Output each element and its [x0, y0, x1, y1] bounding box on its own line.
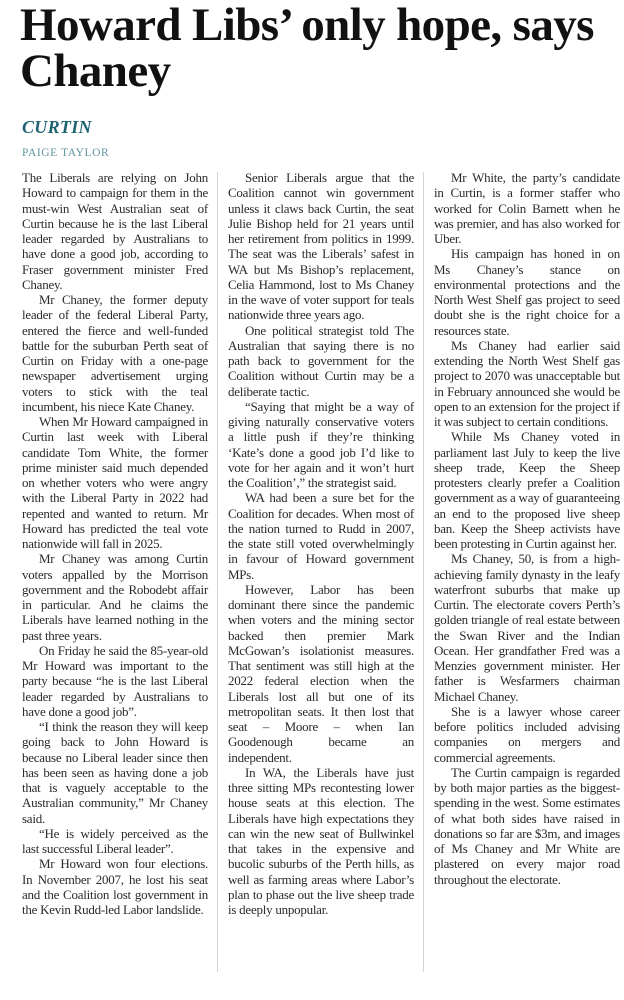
paragraph: The Curtin campaign is regarded by both major parties as the biggest-spending in the west. Some estimates of what both sides have raised in donations so far are $3m, and images of Ms Chaney and Mr White are plastered on every major road throughout the electorate.: [434, 764, 620, 887]
paragraph: She is a lawyer whose career before politics included advising companies on mergers and commercial agreements.: [434, 703, 620, 765]
paragraph: His campaign has honed in on Ms Chaney’s stance on environmental protections and the North West Shelf gas project to seed doubt she is the right choice for a resources state.: [434, 246, 620, 338]
paragraph: In WA, the Liberals have just three sitting MPs recontesting lower house seats at this election. The Liberals have high expectations they can win the new seat of Bullwinkel that takes in the expensive and bucolic suburbs of the Perth hills, as well as farming areas where Labor’s plan to phase out the live sheep trade is deeply unpopular.: [228, 764, 414, 917]
paragraph: “I think the reason they will keep going back to John Howard is because no Liberal leader since then has been seen as having done a job that is vaguely acceptable to the Australian community,” Mr Chaney said.: [22, 719, 208, 826]
paragraph: On Friday he said the 85-year-old Mr Howard was important to the party because “he is the last Liberal leader regarded by Australians to have done a good job”.: [22, 642, 208, 719]
paragraph: Ms Chaney, 50, is from a high-achieving family dynasty in the leafy waterfront suburbs that make up Curtin. The electorate covers Perth’s golden triangle of real estate between the Swan River and the Indian Ocean. Her grandfather Fred was a Menzies government minister. Her father is Wesfarmers chairman Michael Chaney.: [434, 551, 620, 704]
article-column-3: [434, 170, 620, 887]
paragraph: One political strategist told The Australian that saying there is no path back to government for the Coalition without Curtin may be a deliberate tactic.: [228, 322, 414, 399]
paragraph: Senior Liberals argue that the Coalition cannot win government unless it claws back Curtin, the seat Julie Bishop held for 21 years until her retirement from politics in 1999. The seat was the Liberals’ safest in WA but Ms Bishop’s replacement, Celia Hammond, lost to Ms Chaney in the wave of voter support for teals nationwide three years ago.: [228, 170, 414, 323]
article-column-1: [22, 170, 208, 917]
paragraph: Mr White, the party’s candidate in Curtin, is a former staffer who worked for Colin Barnett when he was premier, and has also worked for Uber.: [434, 170, 620, 246]
paragraph: When Mr Howard campaigned in Curtin last week with Liberal candidate Tom White, the former prime minister said much depended on whether voters who were angry with the Liberal Party in 2022 had repented and wanted to return. Mr Howard has predicted the teal vote nationwide will fall in 2025.: [22, 414, 208, 551]
paragraph: However, Labor has been dominant there since the pandemic when voters and the mining sector backed then premier Mark McGowan’s isolationist measures. That sentiment was still high at the 2022 federal election when the Liberals lost all but one of its metropolitan seats. It then lost that seat – Moore – when Ian Goodenough became an independent.: [228, 581, 414, 765]
paragraph: While Ms Chaney voted in parliament last July to keep the live sheep trade, Keep the Sheep protesters clearly prefer a Coalition government as a way of guaranteeing an end to the proposed live sheep ban. Keep the Sheep activists have been protesting in Curtin against her.: [434, 429, 620, 551]
article-column-2: [228, 170, 414, 917]
paragraph: WA had been a sure bet for the Coalition for decades. When most of the nation turned to Rudd in 2007, the state still voted overwhelmingly in favour of Howard government MPs.: [228, 490, 414, 582]
paragraph: Mr Chaney, the former deputy leader of the federal Liberal Party, entered the fierce and well-funded battle for the suburban Perth seat of Curtin on Friday with a one-page newspaper advertisement urging voters to stick with the teal incumbent, his niece Kate Chaney.: [22, 292, 208, 414]
paragraph: “Saying that might be a way of giving naturally conservative voters a little push if they’re thinking ‘Kate’s done a good job I’d like to vote for her again and it won’t hurt the Coalition’,” the strategist said.: [228, 398, 414, 490]
byline: PAIGE TAYLOR: [22, 147, 110, 159]
column-divider: [217, 172, 218, 972]
paragraph: Mr Chaney was among Curtin voters appalled by the Morrison government and the Robodebt affair in particular. And he claims the Liberals have learned nothing in the past three years.: [22, 551, 208, 643]
column-divider: [423, 172, 424, 972]
paragraph: Ms Chaney had earlier said extending the North West Shelf gas project to 2070 was unacceptable but in February announced she would be open to an extension for the project if it was subject to certain conditions.: [434, 337, 620, 429]
paragraph: The Liberals are relying on John Howard to campaign for them in the must-win West Australian seat of Curtin because he is the last Liberal leader regarded by Australians to have done a good job, according to Fraser government minister Fred Chaney.: [22, 170, 208, 292]
paragraph: Mr Howard won four elections. In November 2007, he lost his seat and the Coalition lost government in the Kevin Rudd-led Labor landslide.: [22, 856, 208, 917]
section-kicker: CURTIN: [22, 117, 92, 137]
headline: Howard Libs’ only hope, says Chaney: [20, 0, 594, 97]
paragraph: “He is widely perceived as the last successful Liberal leader”.: [22, 825, 208, 856]
